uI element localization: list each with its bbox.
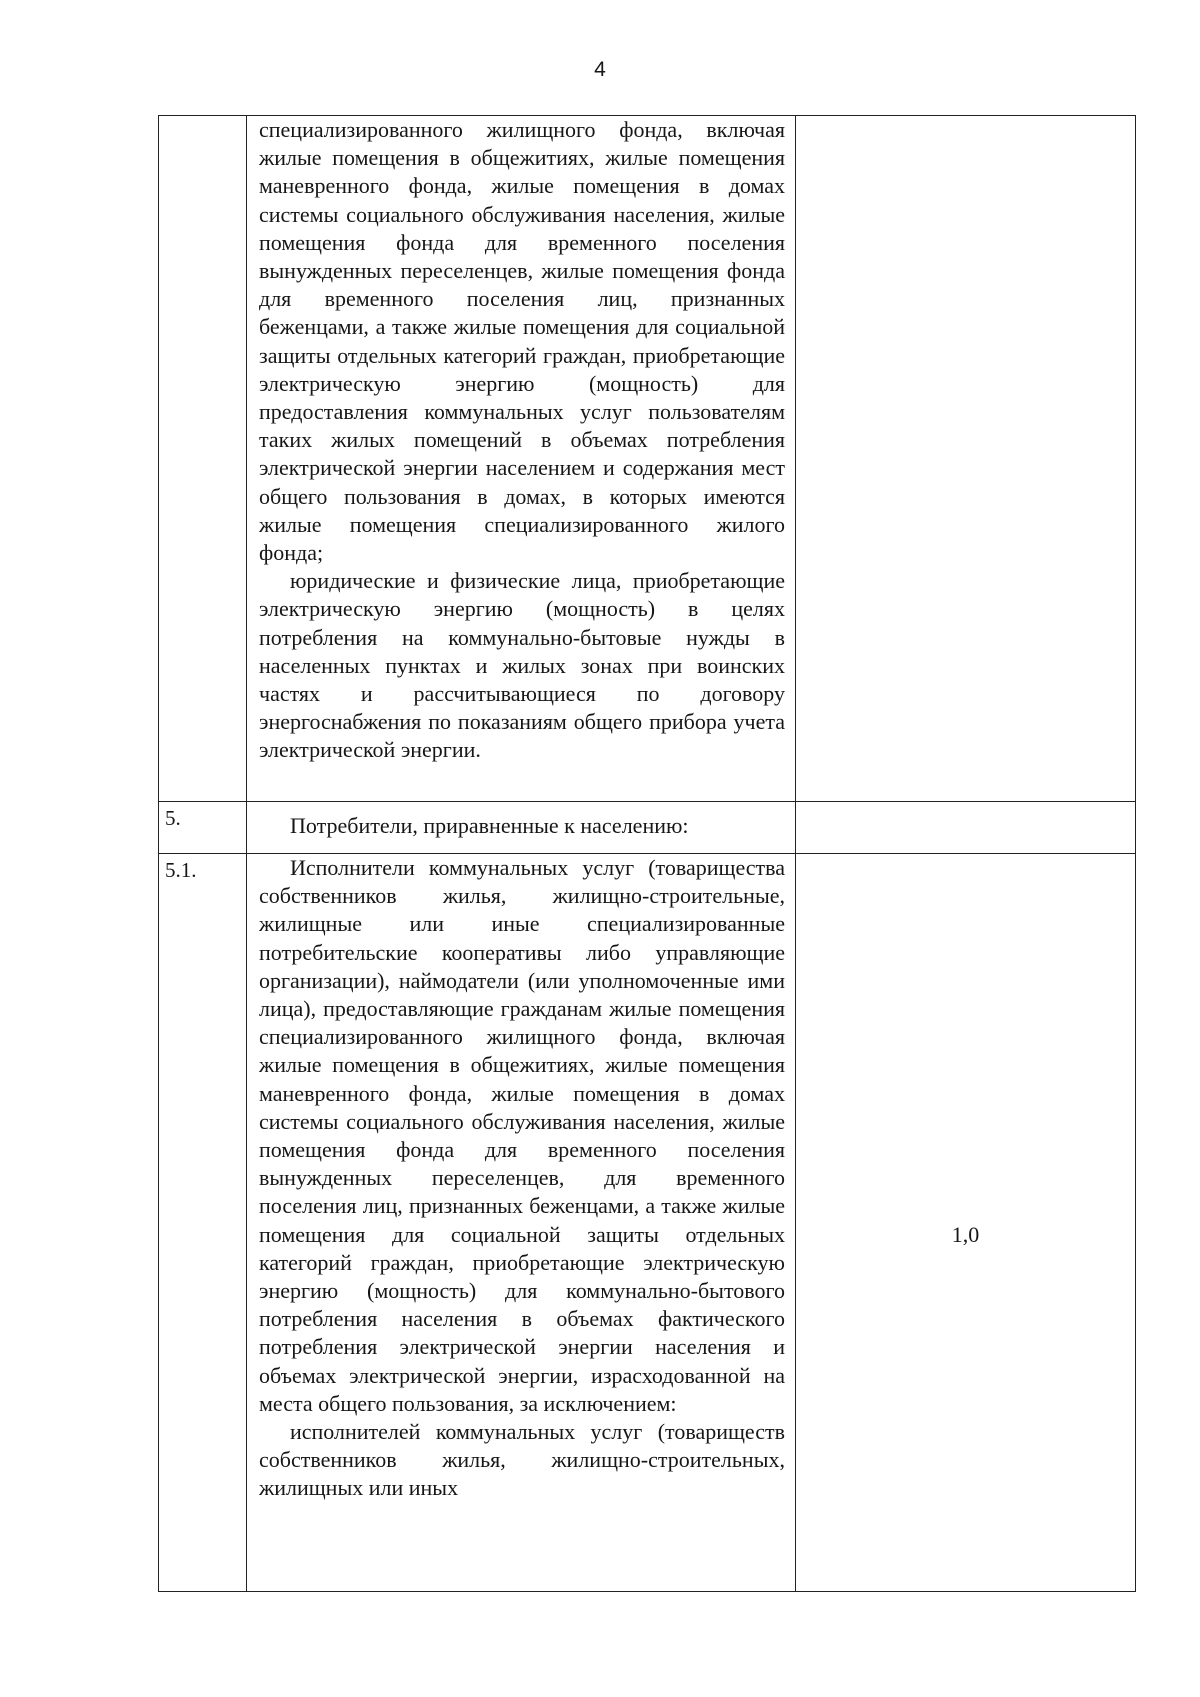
paragraph: Исполнители коммунальных услуг (товарищества собственников жилья, жилищно-строительные, жилищные или иные специализированные потребительские кооперативы либо управляющие организации), наймодатели (или уполномоченные ими лица), предоставляющие гражданам жилые помещения специализированного жилищного фонда, включая жилые помещения в общежитиях, жилые помещения маневренного фонда, жилые помещения в домах системы социального обслуживания населения, жилые помещения фонда для временного поселения вынужденных переселенцев, для временного поселения лиц, признанных беженцами, а также жилые помещения для социальной защиты отдельных категорий граждан, приобретающие электрическую энергию (мощность) для коммунально-бытового потребления населения в объемах фактического потребления электрической энергии населения и объемах электрической энергии, израсходованной на места общего пользования, за исключением: (259, 855, 785, 1416)
row-description (247, 116, 796, 802)
paragraph: Потребители, приравненные к населению: (290, 813, 689, 838)
row-description (247, 802, 796, 854)
row-value (796, 116, 1136, 802)
row-number: 5.1. (159, 854, 247, 1592)
paragraph: специализированного жилищного фонда, включая жилые помещения в общежитиях, жилые помещения маневренного фонда, жилые помещения в домах системы социального обслуживания населения, жилые помещения фонда для временного поселения вынужденных переселенцев, жилые помещения фонда для временного поселения лиц, признанных беженцами, а также жилые помещения для социальной защиты отдельных категорий граждан, приобретающие электрическую энергию (мощность) для предоставления коммунальных услуг пользователям таких жилых помещений в объемах потребления электрической энергии населением и содержания мест общего пользования в домах, в которых имеются жилые помещения специализированного жилого фонда; (259, 117, 785, 566)
paragraph: юридические и физические лица, приобретающие электрическую энергию (мощность) в целях потребления на коммунально-бытовые нужды в населенных пунктах и жилых зонах при воинских частях и рассчитывающиеся по договору энергоснабжения по показаниям общего прибора учета электрической энергии. (259, 568, 785, 763)
row-value (796, 802, 1136, 854)
page-number: 4 (594, 58, 606, 81)
value-text: 1,0 (951, 1221, 980, 1247)
paragraph: исполнителей коммунальных услуг (товариществ собственников жилья, жилищно-строительных, жилищных или иных (259, 1419, 785, 1501)
row-number (159, 116, 247, 802)
row-number: 5. (159, 802, 247, 854)
table-row (159, 802, 1136, 854)
row-value (796, 854, 1136, 1592)
table-row (159, 854, 1136, 1592)
tariff-table (158, 115, 1136, 1592)
row-description (247, 854, 796, 1592)
table-row (159, 116, 1136, 802)
